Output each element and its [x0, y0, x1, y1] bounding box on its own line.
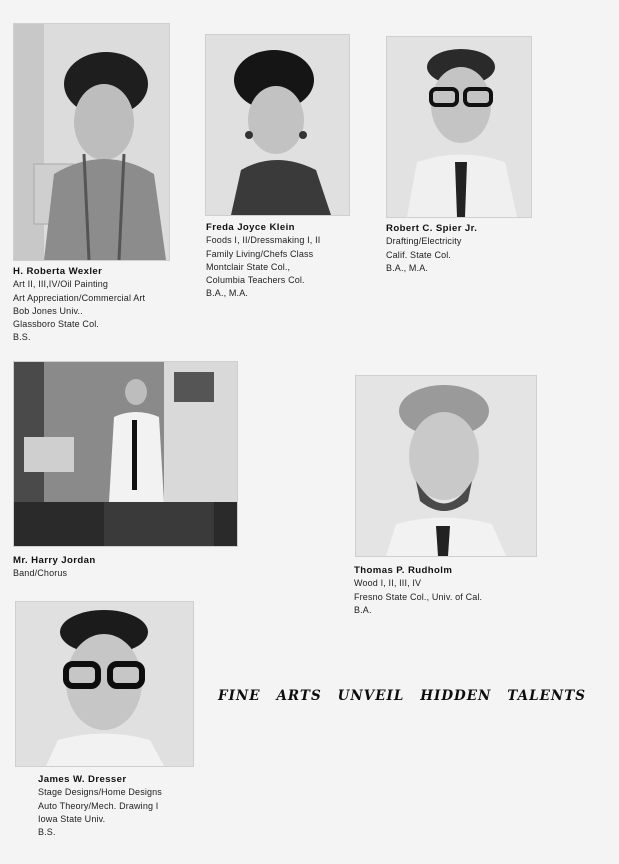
page-headline: [218, 688, 586, 704]
faculty-name: Mr. Harry Jordan: [13, 555, 96, 566]
faculty-detail: Bob Jones Univ..: [13, 305, 83, 316]
faculty-name: James W. Dresser: [38, 774, 127, 785]
headline-word: HIDDEN: [420, 688, 492, 704]
faculty-detail: Calif. State Col.: [386, 249, 452, 260]
faculty-detail: Stage Designs/Home Designs: [38, 787, 162, 798]
faculty-detail: B.S.: [13, 332, 31, 343]
caption-spier: [386, 222, 477, 275]
faculty-detail: Art II, III,IV/Oil Painting: [13, 279, 109, 290]
portrait-dresser: [15, 601, 194, 767]
portrait-rudholm: [355, 375, 537, 557]
headline-word: UNVEIL: [337, 688, 405, 704]
caption-rudholm: [354, 564, 482, 617]
faculty-detail: Family Living/Chefs Class: [206, 248, 314, 259]
faculty-name: Robert C. Spier Jr.: [386, 223, 478, 234]
faculty-detail: Drafting/Electricity: [386, 236, 462, 247]
portrait-spier: [386, 36, 532, 218]
caption-jordan: [13, 554, 96, 581]
faculty-detail: B.S.: [38, 827, 56, 838]
faculty-detail: Art Appreciation/Commercial Art: [13, 292, 146, 303]
photo-jordan-band-room: [13, 361, 238, 547]
faculty-detail: Glassboro State Col.: [13, 319, 100, 330]
faculty-detail: Wood I, II, III, IV: [354, 578, 422, 589]
faculty-name: Freda Joyce Klein: [206, 222, 295, 233]
faculty-detail: B.A., M.A.: [386, 262, 429, 273]
headline-word: TALENTS: [507, 688, 586, 704]
faculty-name: Thomas P. Rudholm: [354, 565, 453, 576]
faculty-detail: B.A.: [354, 604, 372, 615]
faculty-detail: Band/Chorus: [13, 568, 68, 579]
faculty-detail: B.A., M.A.: [206, 288, 249, 299]
caption-dresser: [38, 773, 162, 839]
headline-word: ARTS: [276, 688, 322, 704]
faculty-detail: Montclair State Col.,: [206, 261, 291, 272]
faculty-detail: Foods I, II/Dressmaking I, II: [206, 235, 321, 246]
headline-word: FINE: [218, 688, 261, 704]
caption-wexler: [13, 265, 145, 345]
faculty-detail: Auto Theory/Mech. Drawing I: [38, 800, 159, 811]
portrait-wexler: [13, 23, 170, 261]
caption-klein: [206, 221, 320, 301]
faculty-detail: Fresno State Col., Univ. of Cal.: [354, 591, 483, 602]
portrait-klein: [205, 34, 350, 216]
faculty-detail: Columbia Teachers Col.: [206, 275, 305, 286]
faculty-detail: Iowa State Univ.: [38, 813, 106, 824]
faculty-name: H. Roberta Wexler: [13, 266, 103, 277]
